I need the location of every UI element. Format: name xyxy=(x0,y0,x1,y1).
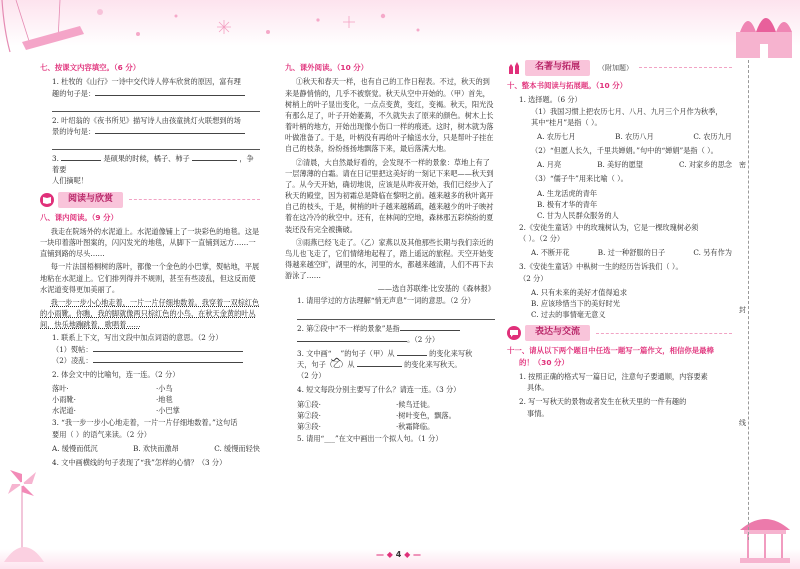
s10-q2: 2.《安徒生童话》中的玫瑰树认为，它是一棵玫瑰树必须 （ ）。（2 分） xyxy=(519,222,699,244)
binding-line xyxy=(748,60,749,540)
answer-line[interactable] xyxy=(52,139,260,150)
s8-q1: 1. 联系上下文，写出文段中加点词语的意思。（2 分） （1）熨帖： （2）凌乱： xyxy=(40,332,260,365)
option-c[interactable]: C. 对家乡的思念 xyxy=(679,160,732,170)
s8-q3-options xyxy=(40,443,260,454)
section-7-title: 七、按课文内容填空。（6 分） xyxy=(40,63,141,72)
s8-paragraph-2: 每一片法国梧桐树的落叶，都像一个金色的小巴掌，熨帖地，平展地粘在水泥道上。它们排列得并不规则，甚至有些凌乱，但这反而使水泥道变得更加美丽了。 xyxy=(40,262,260,294)
s9-paragraph-1: ①秋天和春天一样，也有自己的工作日程表。不过，秋天的到来是静悄悄的，几乎不被察觉。秋天从空中开始的。（甲）首先，树梢上的叶子显出变化，一点点变黄，变红，变褐。秋天，阳光没有那么足了，叶子开始萎蔫，不久就失去了原来的颜色。树木上长着叶柄的地方，开始出现像小伤口一样的痕迹。这时，树木就为落叶做准备了。于是，叶柄没有再给叶子输送水分，只是帮叶子挂在自己的枝条，纷纷扬扬地飘落下来，最后落满大地。 xyxy=(285,77,494,154)
s9-q2: 2. 第②段中“不一样的景象”是指 。（2 分） xyxy=(285,323,495,345)
s9-match-row: 第③段· ·秋霜降临。 xyxy=(297,421,435,431)
s10-q1: 1. 选择题。（6 分） （1）我国习惯上把农历七月、八月、九月三个月作为秋季， 其中“桂月”是指（ ）。 xyxy=(519,95,723,127)
s11-option-1: 1. 按照正确的格式写一篇日记，注意句子要通顺，内容要素 具体。 xyxy=(519,372,708,393)
answer-blank[interactable] xyxy=(93,355,243,363)
middle-column xyxy=(285,60,495,447)
s10-q1-3-options xyxy=(507,188,732,221)
s9-source: ——选自苏联维·比安基的《森林报》 xyxy=(377,284,495,294)
s7-q3: 3. 是硕果的时候，橘子、柿子 ，争着要 人们摘呢！ xyxy=(52,154,254,186)
s8-match-row: 落叶· ·小鸟 xyxy=(52,384,173,393)
right-column xyxy=(507,60,732,422)
s9-q1: 1. 请用学过的方法理解“悄无声息”一词的意思。（2 分） xyxy=(285,295,495,319)
option-c[interactable]: C. 另有作为 xyxy=(693,248,732,258)
section-10-title: 十、整本书阅读与拓展题。（10 分） xyxy=(507,80,628,90)
s7-q2: 2. 叶绍翁的《夜书所见》描写诗人由孩童挑灯火联想到的场 景的诗句是： xyxy=(40,115,260,150)
option-c[interactable]: C. 缓慢而轻快 xyxy=(214,443,260,453)
option-b[interactable]: B. 农历八月 xyxy=(615,131,654,141)
castle-icon xyxy=(726,4,800,60)
s11-option-2: 2. 写一写秋天的景物或者发生在秋天里的一件有趣的 事情。 xyxy=(519,397,687,418)
option-c[interactable]: C. 甘为人民群众服务的人 xyxy=(537,210,619,220)
s8-q2: 2. 体会文中的比喻句，连一连。（2 分） xyxy=(52,369,180,379)
pinwheel-icon xyxy=(4,462,48,562)
option-a[interactable]: A. 只有未来的美好才值得追求 xyxy=(531,287,628,297)
option-a[interactable]: A. 月亮 xyxy=(537,160,562,170)
reading-banner xyxy=(40,192,260,208)
s9-match-row: 第①段· ·候鸟迁徙。 xyxy=(297,399,435,409)
answer-blank[interactable] xyxy=(95,126,245,134)
option-c[interactable]: C. 农历九月 xyxy=(693,131,732,141)
s8-paragraph-3: 我一步一步小心地走着，一片一片仔细地数着。我穿着一双棕红色的小雨靴。你瞧，我的脚就像两只棕红色的小鸟，在秋天金黄的叶丛间，快乐地蹦跳着，歌唱着…… xyxy=(40,297,260,330)
banner-divider xyxy=(596,333,732,334)
answer-blank[interactable] xyxy=(95,88,245,96)
s10-q3-options xyxy=(507,287,732,320)
option-b[interactable]: B. 极有才华的青年 xyxy=(537,199,598,209)
option-a[interactable]: A. 生龙活虎的青年 xyxy=(537,188,598,198)
s8-match-row: 水泥道· ·小巴掌 xyxy=(52,406,180,416)
answer-blank[interactable] xyxy=(61,153,101,161)
answer-blank[interactable] xyxy=(93,344,243,352)
section-11-title: 十一、请从以下两个题目中任选一题写一篇作文，相信你是最棒 的！（30 分） xyxy=(507,346,714,367)
option-b[interactable]: B. 欢快而激昂 xyxy=(133,443,179,453)
option-a[interactable]: A. 农历七月 xyxy=(537,131,576,141)
s8-paragraph-1: 我走在院场外的水泥道上。水泥道像铺上了一块彩色的地毯。这是一块印着落叶图案的，闪闪发光的地毯，从脚下一直铺到远方……一直铺到路的尽头…… xyxy=(40,226,260,259)
s8-match-row: 小雨靴· ·地毯 xyxy=(52,395,173,405)
s10-q2-options xyxy=(507,247,732,258)
option-a[interactable]: A. 缓慢而低沉 xyxy=(52,443,98,453)
s9-paragraph-3: ③雨燕已经飞走了。（乙）家燕以及其他那些长期与我们亲近的鸟儿也飞走了，它们情绪地起程了，踏上遥远的旅程。天空开始变得越来越空旷，湖里的水，河里的水，都越来越清，人们不再下去游泳了…… xyxy=(285,237,494,281)
s9-q5: 5. 请用“___”在文中画出一个拟人句。（1 分） xyxy=(297,434,443,443)
answer-line[interactable] xyxy=(52,101,260,112)
section-9-title: 九、课外阅读。（10 分） xyxy=(285,63,369,72)
s10-q3: 3.《安徒生童话》中枞树一生的经历告诉我们（ ）。 （2 分） xyxy=(519,262,683,283)
s9-match-row: 第②段· ·树叶变色，飘落。 xyxy=(297,410,456,420)
s10-q1-1-options xyxy=(507,131,732,142)
answer-blank[interactable] xyxy=(297,334,407,342)
s8-q3: 3. “我一步一步小心地走着，一片一片仔细地数着。”这句话 要用（ ）的语气来读。（2 分） xyxy=(52,418,238,439)
binding-char-2: 封 xyxy=(739,303,746,318)
classics-banner-sub: （附加题） xyxy=(598,63,634,72)
banner-divider xyxy=(129,199,260,200)
option-a[interactable]: A. 不断开花 xyxy=(531,248,570,258)
reading-banner-label: 阅读与欣赏 xyxy=(58,192,123,208)
expression-banner-label: 表达与交流 xyxy=(525,325,590,341)
expression-banner xyxy=(507,325,732,341)
answer-blank[interactable] xyxy=(192,153,237,161)
s7-q1: 1. 杜牧的《山行》一诗中交代诗人停车欣赏的原因，富有理 趣的句子是： xyxy=(40,76,260,111)
answer-line[interactable] xyxy=(297,309,495,320)
s9-q4: 4. 短文每段分别主要写了什么？请连一连。（3 分） xyxy=(297,385,461,395)
carousel-icon xyxy=(730,508,800,569)
s10-q1-2: （2）“但愿人长久，千里共婵娟。”句中的“婵娟”是指（ ）。 xyxy=(531,146,718,156)
s8-q4: 4. 文中画横线的句子表现了“我”怎样的心情？（3 分） xyxy=(52,457,227,467)
option-b[interactable]: B. 过一种舒服的日子 xyxy=(597,248,666,258)
book-icon xyxy=(40,193,54,207)
option-b[interactable]: B. 应该珍惜当下的美好时光 xyxy=(531,298,620,308)
classics-banner-label: 名著与拓展 xyxy=(525,60,590,76)
answer-blank[interactable] xyxy=(397,348,427,356)
s10-q1-2-options xyxy=(507,159,732,170)
section-8-title: 八、课内阅读。（9 分） xyxy=(40,212,118,222)
wavy-mark xyxy=(331,349,340,358)
answer-blank[interactable] xyxy=(400,323,460,331)
stars-decoration-icon xyxy=(118,6,448,46)
page-number: — ◆ 4 ◆ — xyxy=(376,550,422,559)
s9-q3: 3. 文中画“ ”的句子（甲）从 的变化来写秋 天，句子（乙）从 的变化来写秋天。 （2 分） xyxy=(297,348,473,381)
chat-icon xyxy=(507,326,521,340)
binding-char-3: 线 xyxy=(739,416,746,431)
castle-small-icon xyxy=(507,61,521,75)
left-column xyxy=(40,60,260,471)
s9-paragraph-2: ②清晨，大自然最好看的，会发现不一样的景象：草地上有了一层薄薄的白霜。请在日记里把这美好的一刻记下来吧——秋天到了。从今天开始，确切地说，应该是从昨夜开始，我们已经步入了秋天的殿堂，因为初霜总是降临在黎明之前。越来越多的秋叶离开自己的枝头，于是，树梢的叶子越来越稀疏，越来越少的叶子映衬着在这冷冷的秋空中。还有，在林间的空地，森林那五彩缤纷的夏装还没有完全被撕破。 xyxy=(285,157,494,234)
answer-blank[interactable] xyxy=(357,359,402,367)
binding-char-1: 密 xyxy=(739,158,746,173)
banner-divider xyxy=(639,67,732,68)
option-b[interactable]: B. 美好的愿望 xyxy=(597,160,643,170)
classics-banner xyxy=(507,60,732,76)
option-c[interactable]: C. 过去的事情毫无意义 xyxy=(531,310,606,320)
s10-q1-3: （3）“儒子牛”用来比喻（ ）。 xyxy=(531,174,628,184)
swing-decoration-icon xyxy=(0,0,120,60)
